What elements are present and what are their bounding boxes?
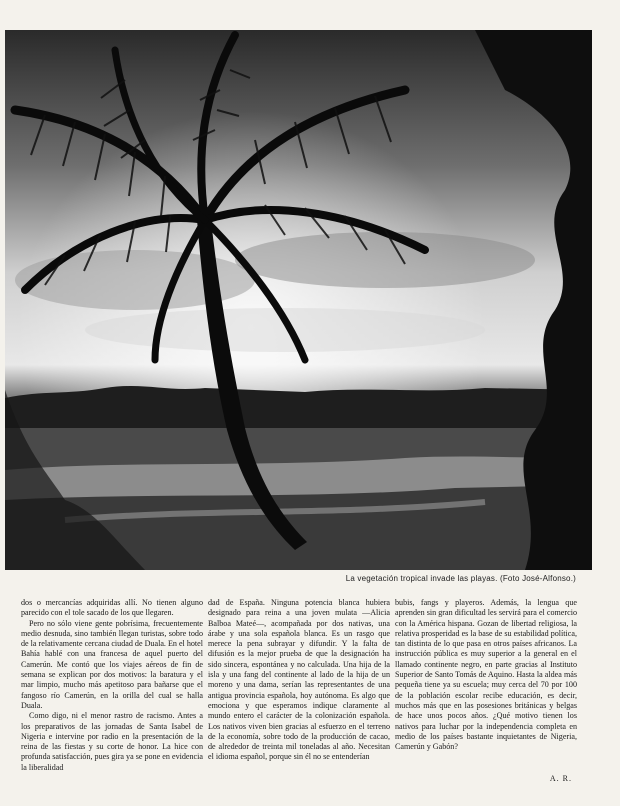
tropical-beach-photo — [5, 30, 592, 570]
article-column-1 — [21, 598, 203, 784]
paragraph: dad de España. Ninguna potencia blanca hubiera designado para reina a una joven mulata —Alicia Balboa Mateé—, acompañada por dos nativas, una árabe y una sola española blanca. Es un rasgo que merece la pena subrayar y difundir. Y la falta de difusión es la mejor prueba de que la designación ha sido sincera, espontánea y no calculada. Una hija de la isla y una fang del continente al lado de la hija de un moreno y una dama, serían las representantes de una antigua provincia española, hoy autónoma. Es algo que emociona y que esperamos indique claramente al mundo entero el carácter de la colonización española. Los nativos viven bien gracias al esfuerzo en el terreno de la economía, sobre todo de la producción de cacao, de alrededor de treinta mil toneladas al año. Necesitan el idioma español, porque sin él no se entenderían — [208, 598, 390, 762]
paragraph: Como digo, ni el menor rastro de racismo. Antes a los preparativos de las jornadas de Santa Isabel de Nigeria e intervine por radio en la presentación de la reina de las fiestas y su corte de honor. La hice con profunda satisfacción, pues gira ya se pone en evidencia la liberalidad — [21, 711, 203, 772]
article-column-3 — [395, 598, 577, 784]
photo-caption: La vegetación tropical invade las playas. (Foto José-Alfonso.) — [345, 574, 576, 583]
article-body — [21, 598, 577, 784]
paragraph: bubis, fangs y playeros. Además, la lengua que aprenden sin gran dificultad les servirá para el comercio con la América hispana. Gozan de libertad religiosa, la relativa prosperidad es la base de su estabilidad política, tan distinta de lo que pasa en otros países africanos. La instrucción pública es muy superior a la general en el llamado continente negro, en parte gracias al Instituto Superior de Santo Tomás de Aquino. Hasta la aldea más pequeña tiene ya su escuela; muy cerca del 70 por 100 de la población escolar recibe educación, es decir, muchos más que en las posesiones británicas y belgas de hace unos pocos años. ¿Qué motivo tienen los nativos para luchar por la independencia completa en medio de los países bastante inquietantes de Nigeria, Camerún y Gabón? — [395, 598, 577, 752]
article-column-2 — [208, 598, 390, 784]
author-signature: A. R. — [549, 774, 572, 783]
paragraph: dos o mercancías adquiridas allí. No tienen alguno parecido con el tole sacado de los que llegaren. — [21, 598, 203, 618]
palm-tree-illustration — [5, 30, 592, 570]
paragraph: Pero no sólo viene gente pobrísima, frecuentemente medio desnuda, sino también llegan turistas, sobre todo de la relativamente cercana ciudad de Duala. En el hotel Bahía hablé con una francesa de aquel puerto del Camerún. Me contó que los viajes aéreos de fin de semana se explican por dos motivos: la baratura y el mar limpio, mucho más apetitoso para bañarse que el fangoso río Camerún, en la orilla del cual se halla Duala. — [21, 618, 203, 710]
